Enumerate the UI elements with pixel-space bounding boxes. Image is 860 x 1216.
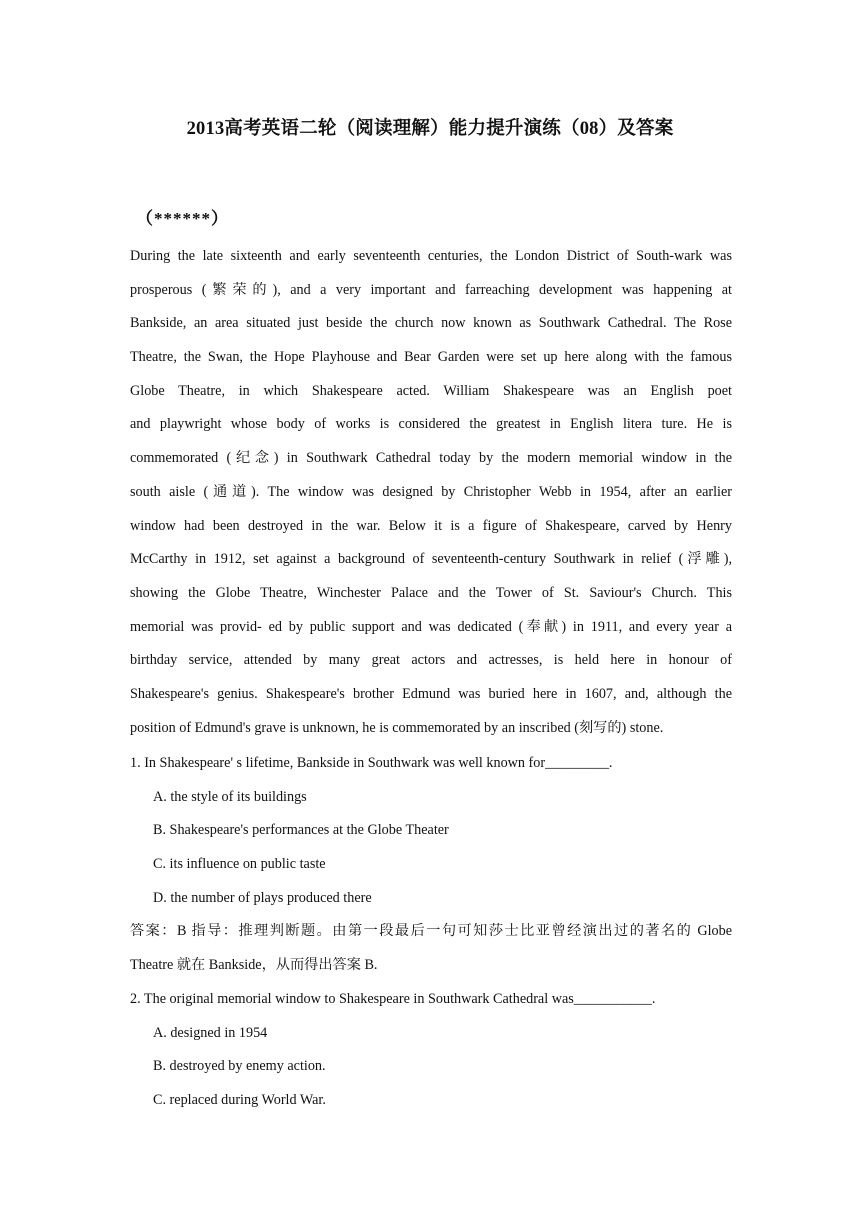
passage-line: Globe Theatre, in which Shakespeare acted. William Shakespeare was an English poet (130, 382, 732, 399)
question-2-option-a: A. designed in 1954 (153, 1024, 268, 1041)
question-1-stem: 1. In Shakespeare' s lifetime, Bankside in Southwark was well known for_________. (130, 755, 613, 771)
reading-passage (130, 240, 732, 745)
passage-line: commemorated (纪念) in Southwark Cathedral today by the modern memorial window in the (130, 450, 732, 467)
passage-line: window had been destroyed in the war. Below it is a figure of Shakespeare, carved by Henry (130, 517, 732, 534)
question-2-option-c: C. replaced during World War. (153, 1091, 326, 1108)
passage-line: McCarthy in 1912, set against a background of seventeenth-century Southwark in relief (浮雕), (130, 551, 732, 568)
question-1-option-b: B. Shakespeare's performances at the Globe Theater (153, 822, 449, 839)
section-mark: （******） (136, 209, 229, 228)
passage-line: position of Edmund's grave is unknown, he is commemorated by an inscribed (刻写的) stone. (130, 719, 664, 736)
question-1-answer: 答案：B 指导：推理判断题。由第一段最后一句可知莎士比亚曾经演出过的著名的 Globe (130, 923, 732, 940)
question-1-option-a: A. the style of its buildings (153, 788, 307, 805)
passage-line: Shakespeare's genius. Shakespeare's brother Edmund was buried here in 1607, and, although the (130, 685, 732, 702)
passage-line: and playwright whose body of works is considered the greatest in English litera ture. He is (130, 416, 732, 433)
document-title: 2013高考英语二轮（阅读理解）能力提升演练（08）及答案 (186, 119, 674, 139)
passage-line: showing the Globe Theatre, Winchester Palace and the Tower of St. Saviour's Church. This (130, 584, 732, 601)
questions (130, 747, 732, 1118)
passage-line: birthday service, attended by many great actors and actresses, is held here in honour of (130, 652, 732, 669)
passage-line: During the late sixteenth and early seventeenth centuries, the London District of South-wark was (130, 248, 732, 264)
passage-line: Theatre, the Swan, the Hope Playhouse and Bear Garden were set up here along with the famous (130, 349, 732, 366)
passage-line: prosperous (繁荣的), and a very important and farreaching development was happening at (130, 281, 732, 298)
passage-line: memorial was provid- ed by public support and was dedicated (奉献) in 1911, and every year a (130, 618, 733, 635)
question-2-stem: 2. The original memorial window to Shakespeare in Southwark Cathedral was___________. (130, 990, 656, 1007)
question-1-option-c: C. its influence on public taste (153, 856, 326, 873)
question-2-option-b: B. destroyed by enemy action. (153, 1058, 326, 1075)
passage-line: south aisle (通道). The window was designed by Christopher Webb in 1954, after an earlier (130, 483, 732, 500)
passage-line: Bankside, an area situated just beside the church now known as Southwark Cathedral. The Rose (130, 315, 732, 332)
question-1-answer-continued: Theatre 就在 Bankside，从而得出答案 B. (130, 957, 378, 974)
question-1-option-d: D. the number of plays produced there (153, 889, 372, 906)
